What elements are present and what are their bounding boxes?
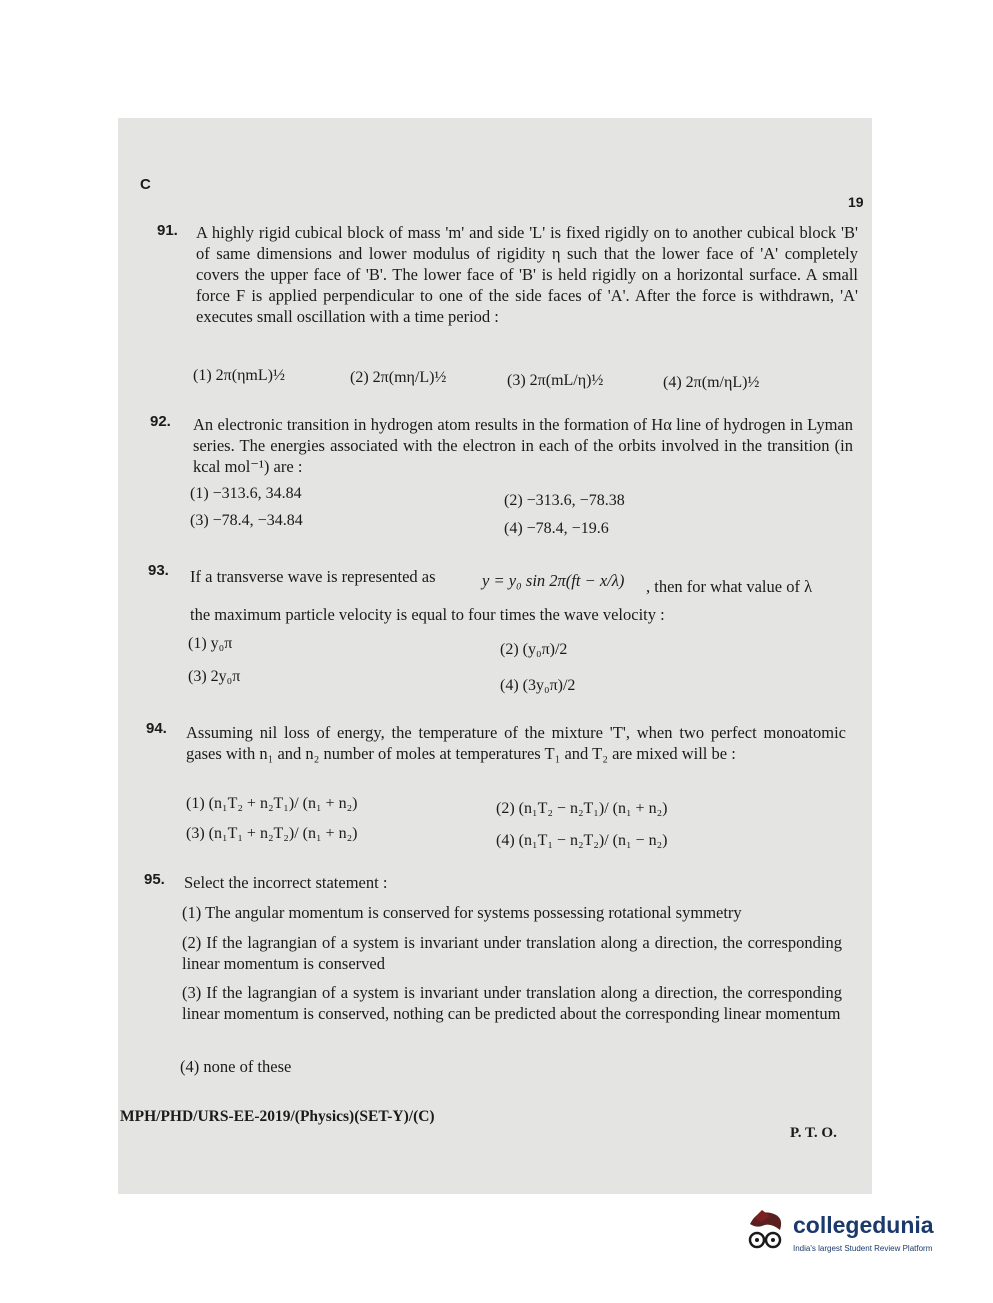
student-mascot-icon	[740, 1206, 790, 1256]
wave-equation: y = y₀ sin 2π(ft − x/λ)	[482, 571, 625, 590]
question-text-part-a: If a transverse wave is represented as	[190, 567, 436, 586]
collegedunia-logo	[738, 1200, 968, 1270]
option-3: (3) −78.4, −34.84	[190, 512, 303, 529]
option-4: (4) (n₁T₁ − n₂T₂)/ (n₁ − n₂)	[496, 832, 668, 849]
option-1: (1) 2π(ηmL)½	[193, 367, 285, 384]
question-text: A highly rigid cubical block of mass 'm' and side 'L' is fixed rigidly on to another cubical block 'B' of same dimensions and lower modulus of rigidity η such that the lower face of 'A' completely covers the upper face of 'B'. The lower face of 'B' is held rigidly on a horizontal surface. A small force F is applied perpendicular to one of the side faces of 'A'. After the force is withdrawn, 'A' executes small oscillation with a time period :	[196, 223, 858, 326]
option-2: (2) 2π(mη/L)½	[350, 369, 447, 386]
page-number: 19	[848, 194, 864, 210]
option-4: (4) none of these	[180, 1057, 292, 1076]
paper-code: MPH/PHD/URS-EE-2019/(Physics)(SET-Y)/(C)	[120, 1108, 435, 1125]
option-1: (1) y₀π	[188, 635, 233, 652]
option-2: (2) If the lagrangian of a system is invariant under translation along a direction, the corresponding linear momentum is conserved	[182, 933, 842, 973]
question-text-part-b: , then for what value of λ	[646, 577, 813, 596]
option-4: (4) (3y₀π)/2	[500, 677, 576, 694]
question-text-part-c: the maximum particle velocity is equal to four times the wave velocity :	[190, 605, 665, 624]
option-1: (1) (n₁T₂ + n₂T₁)/ (n₁ + n₂)	[186, 795, 358, 812]
brand-name: collegedunia	[793, 1212, 934, 1238]
option-3: (3) 2y₀π	[188, 668, 241, 685]
set-letter: C	[140, 176, 151, 193]
question-number: 93.	[148, 562, 169, 579]
pto-label: P. T. O.	[790, 1125, 837, 1141]
option-4: (4) 2π(m/ηL)½	[663, 374, 760, 391]
question-number: 91.	[157, 222, 178, 239]
option-2: (2) (n₁T₂ − n₂T₁)/ (n₁ + n₂)	[496, 800, 668, 817]
option-3: (3) (n₁T₁ + n₂T₂)/ (n₁ + n₂)	[186, 825, 358, 842]
option-4: (4) −78.4, −19.6	[504, 520, 609, 537]
option-1: (1) −313.6, 34.84	[190, 485, 302, 502]
option-2: (2) (y₀π)/2	[500, 641, 568, 658]
question-number: 95.	[144, 871, 165, 888]
question-text: Assuming nil loss of energy, the temperature of the mixture 'T', when two perfect monoatomic gases with n₁ and n₂ number of moles at temperatures T₁ and T₂ are mixed will be :	[186, 723, 846, 763]
brand-tagline: India's largest Student Review Platform	[793, 1244, 933, 1253]
question-text: Select the incorrect statement :	[184, 873, 388, 892]
question-number: 94.	[146, 720, 167, 737]
option-3: (3) 2π(mL/η)½	[507, 372, 604, 389]
question-number: 92.	[150, 413, 171, 430]
option-2: (2) −313.6, −78.38	[504, 492, 625, 509]
question-text: An electronic transition in hydrogen atom results in the formation of Hα line of hydrogen in Lyman series. The energies associated with the electron in each of the orbits involved in the transition (in kcal mol⁻¹) are :	[193, 415, 853, 476]
option-1: (1) The angular momentum is conserved for systems possessing rotational symmetry	[182, 903, 742, 922]
option-3: (3) If the lagrangian of a system is invariant under translation along a direction, the corresponding linear momentum is conserved, nothing can be predicted about the corresponding linear momentum	[182, 983, 842, 1023]
